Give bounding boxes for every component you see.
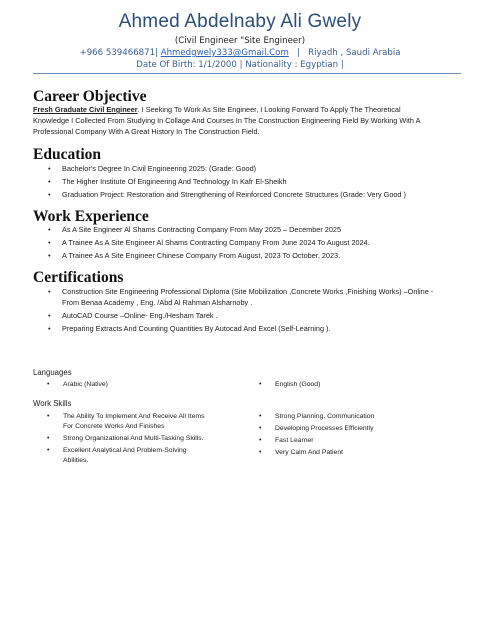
education-heading: Education xyxy=(33,146,102,163)
personal-info-line: Date Of Birth: 1/1/2000 | Nationality : Egyptian | xyxy=(136,60,344,70)
resume-header xyxy=(0,10,480,71)
list-item: • Strong Planning, Communication xyxy=(259,412,439,422)
list-item: • Arabic (Native) xyxy=(47,380,227,390)
list-item: • Fast Learner xyxy=(259,436,439,446)
languages-heading: Languages xyxy=(33,368,72,377)
work-skills-heading: Work Skills xyxy=(33,399,72,408)
experience-list xyxy=(48,224,448,262)
career-body: . I Seeking To Work As Site Engineer, I Looking Forward To Apply The Theoretical Knowledge I Collected From Studying In Collage And Courses In The Construction Engineering Field By Working With A Professional Company With A Great History In The Construction Field. xyxy=(33,105,421,136)
list-item: • The Higher Institute Of Engineering And Technology In Kafr El-Sheikh xyxy=(48,176,448,187)
skills-left xyxy=(47,412,212,468)
email-link[interactable]: Ahmedgwely333@Gmail.Com xyxy=(160,48,289,58)
list-item: • As A Site Engineer Al Shams Contracting Company From May 2025 – December 2025 xyxy=(48,224,448,235)
list-item: • Developing Processes Efficiently xyxy=(259,424,439,434)
header-divider xyxy=(33,73,461,74)
contact-line xyxy=(0,47,480,59)
list-item: • Excellent Analytical And Problem-Solving Abilities. xyxy=(47,446,212,466)
job-title: (Civil Engineer "Site Engineer) xyxy=(174,36,306,46)
list-item: • A Trainee As A Site Engineer Al Shams Contracting Company From June 2024 To August 2024. xyxy=(48,237,448,248)
location: Riyadh , Saudi Arabia xyxy=(308,48,401,58)
skills-right xyxy=(259,412,439,460)
languages-right xyxy=(259,380,439,392)
list-item: • Very Calm And Patient xyxy=(259,448,439,458)
languages-left xyxy=(47,380,227,392)
career-objective-heading: Career Objective xyxy=(33,88,147,105)
list-item: • Preparing Extracts And Counting Quantities By Autocad And Excel (Self-Learning ). xyxy=(48,323,438,334)
list-item: • Construction Site Engineering Professional Diploma (Site Mobilization ,Concrete Works ,Finishing Works) –Online -From Benaa Academy , Eng. /Abd Al Rahman Alsharnoby . xyxy=(48,286,438,308)
list-item: • Strong Organizational And Multi-Tasking Skills. xyxy=(47,434,212,444)
candidate-name: Ahmed Abdelnaby Ali Gwely xyxy=(118,11,362,32)
list-item: • A Trainee As A Site Engineer Chinese Company From August, 2023 To October, 2023. xyxy=(48,250,448,261)
certifications-heading: Certifications xyxy=(33,269,124,286)
career-lead: Fresh Graduate Civil Engineer xyxy=(33,105,138,114)
education-list xyxy=(48,163,448,201)
contact-separator: | xyxy=(297,48,300,58)
list-item: • Bachelor's Degree In Civil Engineering 2025: (Grade: Good) xyxy=(48,163,448,174)
list-item: • The Ability To Implement And Receive All Items For Concrete Works And Finishes xyxy=(47,412,212,432)
certifications-list xyxy=(48,286,438,335)
list-item: • English (Good) xyxy=(259,380,439,390)
work-experience-heading: Work Experience xyxy=(33,208,149,225)
list-item: • AutoCAD Course –Online- Eng./Hesham Tarek . xyxy=(48,310,438,321)
phone-number: +966 539466871| xyxy=(79,48,158,58)
list-item: • Graduation Project: Restoration and Strengthening of Reinforced Concrete Structures (Grade: Very Good ) xyxy=(48,189,448,200)
career-objective-text xyxy=(33,104,438,137)
